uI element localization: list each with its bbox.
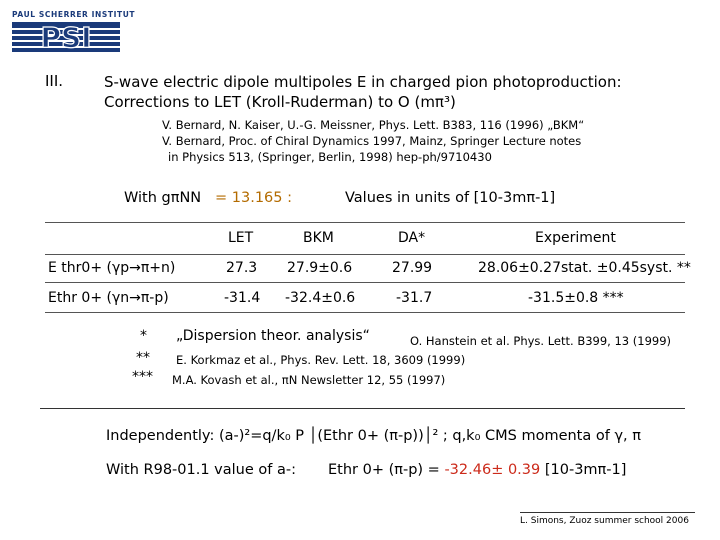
table-cell: -31.7 (396, 290, 433, 306)
reference-line: V. Bernard, Proc. of Chiral Dynamics 1997, Mainz, Springer Lecture notes (162, 134, 582, 148)
coupling-label: With gπNN (124, 190, 202, 206)
psi-logo (12, 22, 120, 52)
footer-rule (520, 512, 695, 513)
reference-line: in Physics 513, (Springer, Berlin, 1998) hep-ph/9710430 (168, 150, 492, 164)
note-mark: ** (136, 350, 150, 366)
r98-label (106, 462, 296, 478)
table-header: DA* (398, 230, 426, 246)
table-header: Experiment (535, 230, 616, 246)
title-line-1: S-wave electric dipole multipoles E in charged pion photoproduction: (104, 73, 622, 91)
table-rule-top (45, 222, 685, 223)
table-cell: -31.4 (224, 290, 261, 306)
r98-units: [10-3mπ-1] (544, 462, 627, 478)
table-cell: 27.3 (226, 260, 258, 276)
note-text: „Dispersion theor. analysis“ (176, 328, 370, 344)
note-reference: O. Hanstein et al. Phys. Lett. B399, 13 (1999) (410, 334, 672, 348)
r98-result-value: -32.46± 0.39 (444, 462, 541, 478)
section-divider (40, 408, 685, 409)
units-label: Values in units of [10-3mπ-1] (345, 190, 556, 206)
table-cell: 27.99 (392, 260, 433, 276)
logo-mark: PSI (40, 22, 92, 52)
coupling-value: = 13.165 : (215, 190, 292, 206)
table-header: BKM (303, 230, 334, 246)
footer-credit: L. Simons, Zuoz summer school 2006 (520, 516, 689, 526)
table-cell: 27.9±0.6 (287, 260, 353, 276)
table-header: LET (228, 230, 254, 246)
r98-prefix: With R98-01.1 value of a-: (106, 462, 296, 478)
r98-expression: Ethr 0+ (π-p) = (328, 462, 445, 478)
page-title (104, 72, 622, 112)
table-row-label: Ethr 0+ (γn→π-p) (48, 290, 169, 306)
table-cell: 28.06±0.27stat. ±0.45syst. ** (478, 260, 691, 276)
table-cell: -32.4±0.6 (285, 290, 356, 306)
note-reference: M.A. Kovash et al., πN Newsletter 12, 55 (1997) (172, 373, 446, 387)
r98-result-line (328, 462, 626, 478)
logo-org-name: PAUL SCHERRER INSTITUT (12, 10, 136, 19)
independently-formula: Independently: (a-)²=q/k₀ P │(Ethr 0+ (π-p))│² ; q,k₀ CMS momenta of γ, π (106, 428, 641, 444)
title-line-2: Corrections to LET (Kroll-Ruderman) to O (mπ³) (104, 93, 456, 111)
table-rule-row (45, 282, 685, 283)
note-reference: E. Korkmaz et al., Phys. Rev. Lett. 18, 3609 (1999) (176, 353, 466, 367)
note-mark: *** (132, 369, 153, 385)
table-row-label: E thr0+ (γp→π+n) (48, 260, 176, 276)
table-rule-header (45, 254, 685, 255)
reference-line: V. Bernard, N. Kaiser, U.-G. Meissner, Phys. Lett. B383, 116 (1996) „BKM“ (162, 118, 585, 132)
section-number: III. (45, 72, 64, 90)
note-mark: * (140, 328, 147, 344)
table-cell: -31.5±0.8 *** (528, 290, 624, 306)
table-rule-bottom (45, 312, 685, 313)
